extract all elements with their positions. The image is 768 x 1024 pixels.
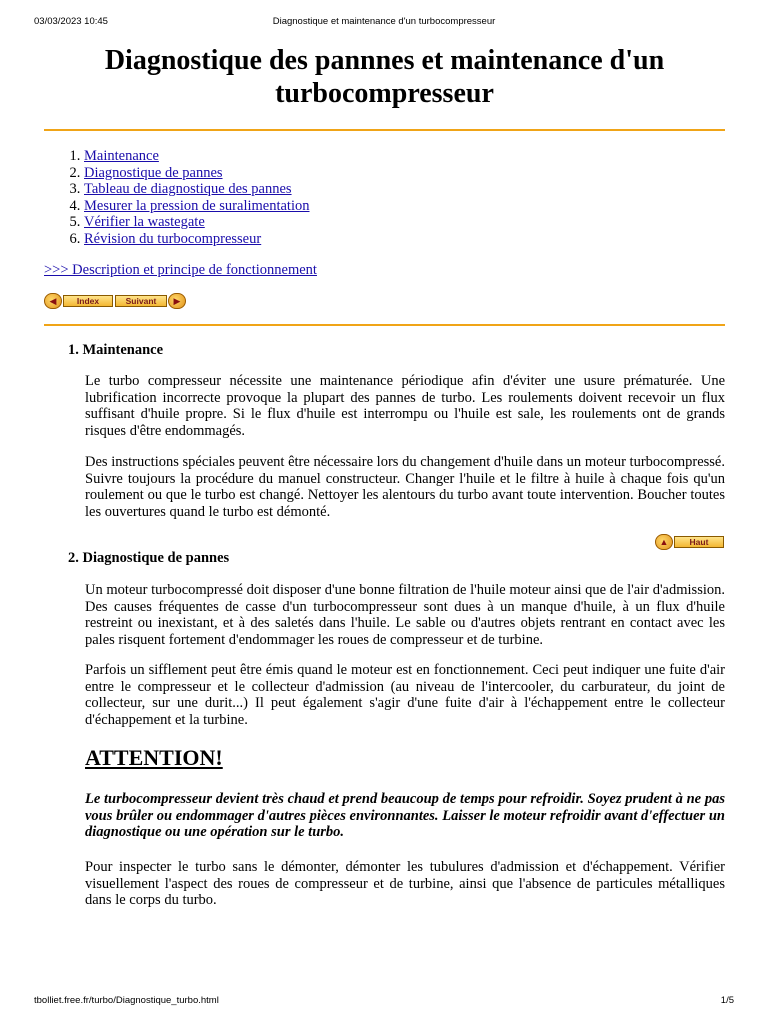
- up-arrow-icon[interactable]: ▲: [655, 534, 673, 550]
- toc-link-diagnostique[interactable]: Diagnostique de pannes: [84, 164, 223, 181]
- table-of-contents: [44, 148, 310, 247]
- top-button[interactable]: Haut: [674, 536, 724, 548]
- toc-link-maintenance[interactable]: Maintenance: [84, 148, 159, 164]
- diagnostic-paragraph-1: Un moteur turbocompressé doit disposer d'une bonne filtration de l'huile moteur ainsi que de l'air d'admission. Des causes fréquentes de casse d'un turbocompresseur sont dues à un manque d'huile, à un flux d'huile restreint ou inexistant, et à des saletés dans l'huile. Le sable ou d'autres objets rentrant en contact avec les pales risquent fortement d'endommager les roues de compresseur et de turbine.: [85, 582, 725, 648]
- section-heading-diagnostique: 2. Diagnostique de pannes: [68, 550, 230, 566]
- nav-buttons: [44, 292, 186, 310]
- diagnostic-paragraph-3: Pour inspecter le turbo sans le démonter, démonter les tubulures d'admission et d'échappement. Vérifier visuellement l'aspect des roues de compresseur et de turbine, ainsi que l'absence de particules métalliques dans le corps du turbo.: [85, 859, 725, 908]
- toc-item: [84, 214, 310, 231]
- index-button[interactable]: Index: [63, 295, 113, 307]
- toc-item: [84, 198, 310, 215]
- description-link-row: [44, 262, 317, 279]
- maintenance-paragraph-2: Des instructions spéciales peuvent être nécessaire lors du changement d'huile dans un moteur turbocompressé. Suivre toujours la procédure du manuel constructeur. Changer l'huile et le filtre à huile à chaque fois qu'un roulement ou que le turbo est changé. Nettoyer les alentours du turbo avant toute intervention. Boucher toutes les ouvertures quand le turbo est démonté.: [85, 454, 725, 520]
- toc-link-revision[interactable]: Révision du turbocompresseur: [84, 230, 262, 247]
- attention-heading: ATTENTION!: [85, 745, 223, 770]
- print-doc-title: Diagnostique et maintenance d'un turbocompresseur: [272, 16, 496, 27]
- next-arrow-icon[interactable]: ▶: [168, 293, 186, 309]
- divider-nav: [44, 324, 725, 326]
- print-url: tbolliet.free.fr/turbo/Diagnostique_turbo.html: [34, 995, 219, 1006]
- divider-top: [44, 129, 725, 131]
- print-page-number: 1/5: [720, 995, 734, 1006]
- print-datetime: 03/03/2023 10:45: [34, 16, 108, 27]
- warning-paragraph: Le turbocompresseur devient très chaud et prend beaucoup de temps pour refroidir. Soyez prudent à ne pas vous brûler ou endommager d'autres pièces environnantes. Laisser le moteur refroidir avant d'effectuer un diagnostique ou une opération sur le turbo.: [85, 791, 725, 840]
- section-heading-maintenance: 1. Maintenance: [68, 342, 164, 358]
- toc-item: [84, 148, 310, 165]
- toc-link-tableau[interactable]: Tableau de diagnostique des pannes: [84, 181, 292, 197]
- toc-link-pression[interactable]: Mesurer la pression de suralimentation: [84, 197, 310, 214]
- toc-link-wastegate[interactable]: Vérifier la wastegate: [84, 214, 205, 230]
- print-header: [34, 16, 734, 30]
- next-button[interactable]: Suivant: [115, 295, 167, 307]
- prev-arrow-icon[interactable]: ◀: [44, 293, 62, 309]
- maintenance-paragraph-1: Le turbo compresseur nécessite une maintenance périodique afin d'éviter une usure prématurée. Une lubrification incorrecte provoque la plupart des pannes de turbo. Les roulements doivent recevoir un flux suffisant d'huile propre. Si le flux d'huile est interrompu ou l'huile est sale, les roulements ont de grands risques d'être endommagés.: [85, 373, 725, 439]
- description-link[interactable]: >>> Description et principe de fonctionnement: [44, 262, 317, 278]
- toc-item: [84, 231, 310, 248]
- back-to-top: [655, 534, 725, 550]
- toc-item: [84, 165, 310, 182]
- print-footer: [34, 995, 734, 1009]
- page-title: Diagnostique des pannnes et maintenance d'un turbocompresseur: [104, 45, 665, 109]
- diagnostic-paragraph-2: Parfois un sifflement peut être émis quand le moteur est en fonctionnement. Ceci peut indiquer une fuite d'air entre le compresseur et le collecteur d'admission (au niveau de l'intercooler, du carburateur, du joint de collecteur, sur une durit...) Il peut également s'agir d'une fuite d'air à l'échappement entre le collecteur d'échappement et la turbine.: [85, 662, 725, 728]
- toc-item: [84, 181, 310, 198]
